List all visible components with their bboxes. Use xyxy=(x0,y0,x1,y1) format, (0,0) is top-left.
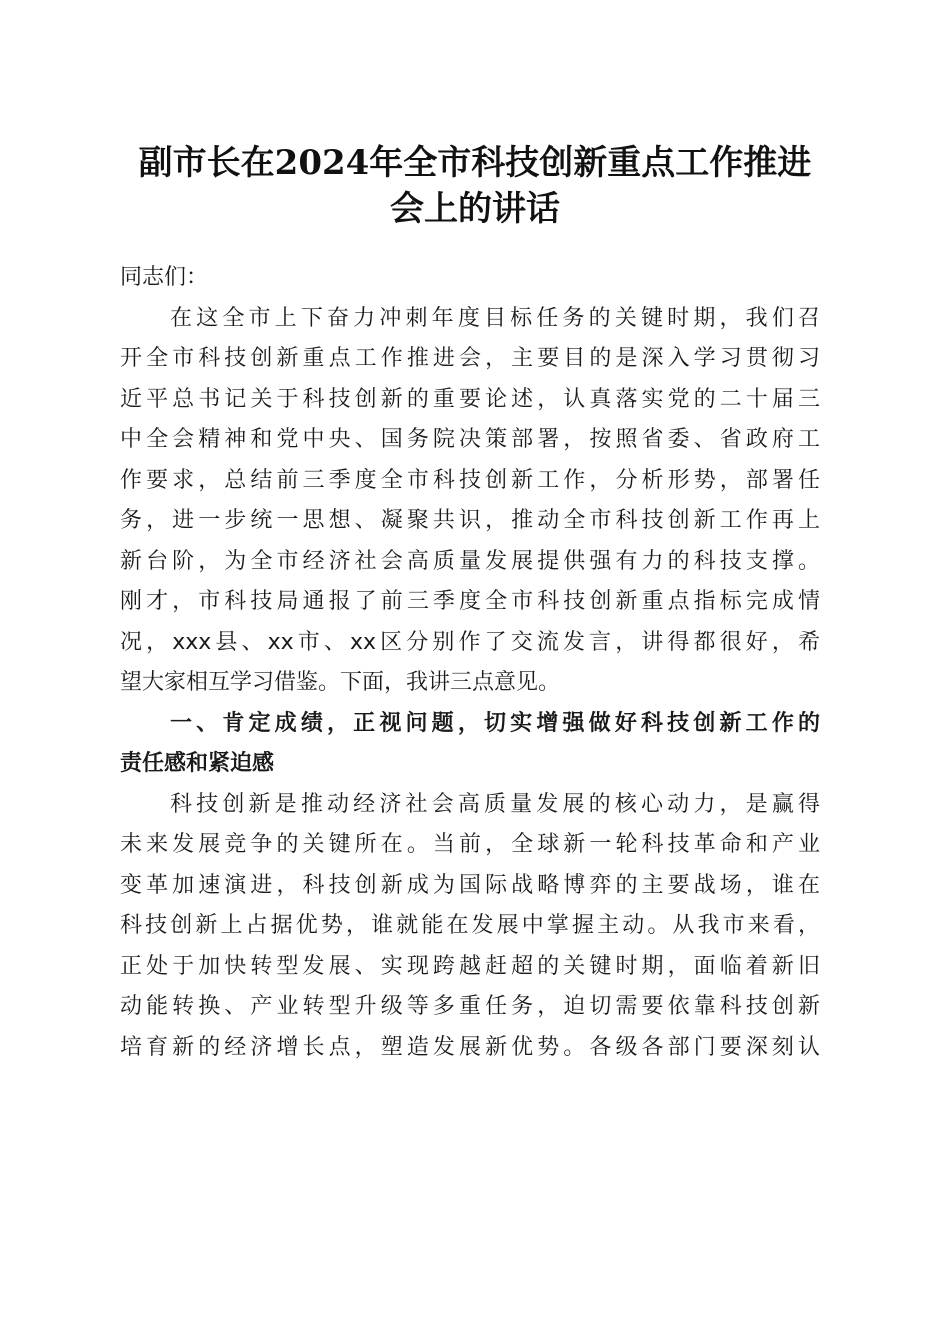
para1-line-7: 新台阶，为全市经济社会高质量发展提供强有力的科技支撑。 xyxy=(120,548,820,574)
salutation: 同志们： xyxy=(120,265,209,290)
para2-line-6: 动能转换、产业转型升级等多重任务，迫切需要依靠科技创新 xyxy=(120,994,820,1019)
title-line-2: 会上的讲话 xyxy=(390,189,560,229)
para1-line-10: 望大家相互学习借鉴。下面，我讲三点意见。 xyxy=(120,670,561,695)
para2-line-7: 培育新的经济增长点，塑造发展新优势。各级各部门要深刻认 xyxy=(120,1034,820,1060)
para1-line-5: 作要求，总结前三季度全市科技创新工作，分析形势，部署任 xyxy=(120,467,820,493)
para1-line-8: 刚才，市科技局通报了前三季度全市科技创新重点指标完成情 xyxy=(120,589,820,614)
para1-line-3: 近平总书记关于科技创新的重要论述，认真落实党的二十届三 xyxy=(120,386,820,412)
para2-line-4: 科技创新上占据优势，谁就能在发展中掌握主动。从我市来看， xyxy=(120,913,820,938)
para1-line-4: 中全会精神和党中央、国务院决策部署，按照省委、省政府工 xyxy=(120,427,820,452)
title-line-1: 副市长在2024年全市科技创新重点工作推进 xyxy=(138,143,812,183)
document-title xyxy=(0,140,950,232)
document-body xyxy=(120,258,820,1068)
para2-line-2: 未来发展竞争的关键所在。当前，全球新一轮科技革命和产业 xyxy=(120,832,820,857)
para2-line-3: 变革加速演进，科技创新成为国际战略博弈的主要战场，谁在 xyxy=(120,872,820,898)
section-heading-line-2: 责任感和紧迫感 xyxy=(120,751,275,776)
para1-line-9: 况，xxx县、xx市、xx区分别作了交流发言，讲得都很好，希 xyxy=(120,629,820,655)
para2-line-1: 科技创新是推动经济社会高质量发展的核心动力，是赢得 xyxy=(170,791,820,817)
para1-line-2: 开全市科技创新重点工作推进会，主要目的是深入学习贯彻习 xyxy=(120,346,820,371)
para1-line-6: 务，进一步统一思想、凝聚共识，推动全市科技创新工作再上 xyxy=(120,508,820,533)
para1-line-1: 在这全市上下奋力冲刺年度目标任务的关键时期，我们召 xyxy=(170,305,820,331)
section-heading-line-1: 一、肯定成绩，正视问题，切实增强做好科技创新工作的 xyxy=(170,710,820,736)
para2-line-5: 正处于加快转型发展、实现跨越赶超的关键时期，面临着新旧 xyxy=(120,953,820,979)
